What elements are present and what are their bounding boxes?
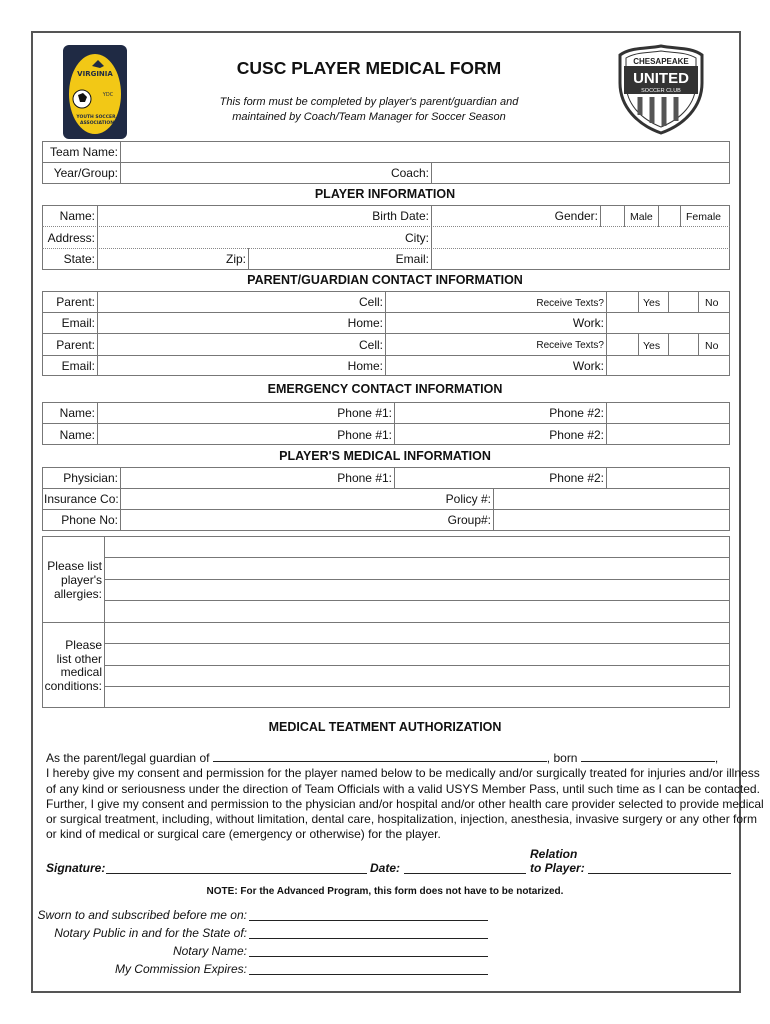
parent1-work-label: Work: (572, 316, 604, 330)
policy-field[interactable] (494, 489, 729, 509)
sworn-date-field[interactable] (249, 920, 488, 921)
auth-line4: Further, I give my consent and permission to the physician and/or hospital and/or other health care provider selected to provide medical (46, 796, 764, 811)
auth-line6: or kind of medical or surgical care (emergency or otherwise) for the player. (46, 827, 441, 842)
parent2-yes-label: Yes (643, 340, 661, 352)
form-subtitle: This form must be completed by player's parent/guardian and (219, 96, 519, 108)
player-email-label: Email: (395, 252, 429, 266)
date-label: Date: (370, 861, 401, 875)
conditions-line-1[interactable] (105, 623, 729, 643)
player-email-field[interactable] (432, 249, 729, 269)
city-field[interactable] (432, 227, 729, 248)
parent1-home-field[interactable] (386, 313, 526, 333)
notarization-note: NOTE: For the Advanced Program, this form does not have to be notarized. (206, 886, 564, 897)
allergies-label-line1: Please list (47, 559, 102, 573)
birth-date-label: Birth Date: (372, 209, 429, 223)
allergies-line-4[interactable] (105, 601, 729, 622)
parent1-yes-label: Yes (643, 297, 661, 309)
parent1-receive-texts-label: Receive Texts? (536, 298, 604, 309)
commission-expires-label: My Commission Expires: (114, 962, 247, 976)
address-field[interactable] (98, 227, 368, 248)
physician-field[interactable] (121, 468, 333, 488)
svg-text:UNITED: UNITED (633, 70, 689, 87)
zip-label: Zip: (225, 252, 246, 266)
notary-state-field[interactable] (249, 938, 488, 939)
emergency-contact-heading: EMERGENCY CONTACT INFORMATION (267, 382, 503, 396)
parent2-home-field[interactable] (386, 356, 526, 376)
emergency2-phone1-label: Phone #1: (337, 428, 392, 442)
parent2-name-field[interactable] (98, 334, 338, 355)
sworn-label: Sworn to and subscribed before me on: (37, 908, 247, 922)
conditions-label-line2: list other (56, 652, 102, 666)
parent1-cell-field[interactable] (386, 292, 526, 312)
emergency2-name-label: Name: (59, 428, 95, 442)
commission-expires-field[interactable] (249, 974, 488, 975)
medical-information-heading: PLAYER'S MEDICAL INFORMATION (279, 449, 491, 463)
gender-male-checkbox[interactable] (601, 206, 624, 226)
parent2-work-field[interactable] (607, 356, 729, 376)
physician-label: Physician: (63, 471, 118, 485)
insurance-field[interactable] (121, 489, 421, 509)
address-label: Address: (47, 231, 95, 245)
group-field[interactable] (494, 510, 729, 530)
player-born-date-field[interactable] (581, 751, 715, 762)
parent2-cell-label: Cell: (358, 338, 383, 352)
emergency1-name-label: Name: (59, 406, 95, 420)
coach-field[interactable] (432, 163, 729, 183)
coach-label: Coach: (390, 166, 429, 180)
team-name-label: Team Name: (49, 145, 118, 159)
parent1-no-label: No (705, 297, 719, 309)
parent1-cell-label: Cell: (358, 295, 383, 309)
svg-text:CHESAPEAKE: CHESAPEAKE (633, 57, 689, 66)
relation-label-line2: to Player: (530, 861, 585, 875)
emergency2-phone1-field[interactable] (395, 424, 540, 445)
allergies-line-1[interactable] (105, 537, 729, 557)
parent2-email-label: Email: (61, 359, 95, 373)
parent1-work-field[interactable] (607, 313, 729, 333)
emergency2-name-field[interactable] (98, 424, 333, 445)
notary-name-label: Notary Name: (172, 944, 247, 958)
player-name-field[interactable] (98, 206, 368, 226)
notary-state-label: Notary Public in and for the State of: (54, 926, 247, 940)
allergies-line-2[interactable] (105, 558, 729, 579)
insurance-phone-field[interactable] (121, 510, 421, 530)
parent2-receive-texts-label: Receive Texts? (536, 340, 604, 351)
authorization-heading: MEDICAL TEATMENT AUTHORIZATION (268, 720, 502, 734)
emergency1-phone1-field[interactable] (395, 403, 540, 423)
form-title: CUSC PLAYER MEDICAL FORM (236, 58, 502, 78)
virginia-youth-soccer-logo (62, 44, 128, 140)
parent1-texts-yes-checkbox[interactable] (607, 292, 638, 312)
gender-label: Gender: (554, 209, 598, 223)
conditions-label-line1: Please (65, 638, 102, 652)
svg-text:ASSOCIATION: ASSOCIATION (79, 121, 115, 126)
svg-text:YDC: YDC (102, 92, 114, 98)
conditions-line-2[interactable] (105, 644, 729, 665)
auth-line2: I hereby give my consent and permission for the player named below to be medically and/or surgically treated for injuries and/or illness (46, 766, 760, 781)
phone-no-label: Phone No: (61, 513, 118, 527)
logo-text-virginia: VIRGINIA (77, 70, 113, 78)
conditions-line-4[interactable] (105, 687, 729, 707)
chesapeake-united-logo (616, 43, 706, 135)
gender-male-label: Male (630, 211, 653, 223)
emergency1-name-field[interactable] (98, 403, 333, 423)
birth-date-field[interactable] (432, 206, 542, 226)
auth-line1-b: , born (546, 751, 578, 765)
parent1-label: Parent: (56, 295, 95, 309)
parent1-texts-no-checkbox[interactable] (669, 292, 698, 312)
physician-phone2-field[interactable] (607, 468, 729, 488)
insurance-label: Insurance Co: (44, 492, 119, 506)
guardian-of-player-name-field[interactable] (213, 751, 547, 762)
emergency2-phone2-label: Phone #2: (549, 428, 604, 442)
allergies-label-line3: allergies: (53, 587, 102, 601)
year-group-label: Year/Group: (53, 166, 118, 180)
parent1-email-label: Email: (61, 316, 95, 330)
emergency1-phone2-label: Phone #2: (549, 406, 604, 420)
allergies-line-3[interactable] (105, 580, 729, 600)
parent1-email-field[interactable] (98, 313, 338, 333)
parent2-cell-field[interactable] (386, 334, 526, 355)
conditions-label-line3: medical (60, 665, 102, 679)
parent2-email-field[interactable] (98, 356, 338, 376)
physician-phone1-field[interactable] (395, 468, 540, 488)
physician-phone1-label: Phone #1: (337, 471, 392, 485)
notary-name-field[interactable] (249, 956, 488, 957)
group-label: Group#: (447, 513, 491, 527)
form-subtitle-2: maintained by Coach/Team Manager for Soccer Season (232, 111, 506, 123)
auth-line3: of any kind or seriousness under the direction of Team Officials with a valid USYS Member Pass, until such time as I can be contacted. (46, 781, 760, 796)
parent-guardian-heading: PARENT/GUARDIAN CONTACT INFORMATION (247, 273, 523, 287)
state-label: State: (63, 252, 95, 266)
player-name-label: Name: (59, 209, 95, 223)
policy-label: Policy #: (445, 492, 491, 506)
conditions-line-3[interactable] (105, 666, 729, 686)
auth-line1-c: , (714, 751, 719, 765)
parent2-no-label: No (705, 340, 719, 352)
team-name-field[interactable] (121, 142, 729, 162)
physician-phone2-label: Phone #2: (549, 471, 604, 485)
signature-field[interactable] (106, 873, 367, 874)
allergies-label-line2: player's (61, 573, 102, 587)
city-label: City: (405, 231, 429, 245)
parent2-home-label: Home: (347, 359, 383, 373)
svg-text:YOUTH SOCCER: YOUTH SOCCER (76, 115, 116, 120)
parent2-label: Parent: (56, 338, 95, 352)
auth-line1-a: As the parent/legal guardian of (46, 751, 210, 765)
zip-field[interactable] (249, 249, 369, 269)
emergency2-phone2-field[interactable] (607, 424, 729, 445)
authorization-paragraph (46, 751, 764, 843)
emergency1-phone2-field[interactable] (607, 403, 729, 423)
gender-female-checkbox[interactable] (659, 206, 680, 226)
player-information-heading: PLAYER INFORMATION (314, 187, 456, 201)
year-group-field[interactable] (121, 163, 362, 183)
parent2-work-label: Work: (572, 359, 604, 373)
relation-to-player-field[interactable] (588, 873, 731, 874)
svg-text:SOCCER CLUB: SOCCER CLUB (641, 88, 681, 94)
auth-line5: or surgical treatment, including, without limitation, dental care, hospitalization, injection, anesthesia, invasive surgery or any other form (46, 812, 758, 827)
parent1-home-label: Home: (347, 316, 383, 330)
conditions-label-line4: conditions: (44, 679, 102, 693)
signature-label: Signature: (46, 861, 106, 875)
relation-label-line1: Relation (530, 847, 578, 861)
gender-female-label: Female (686, 211, 722, 223)
emergency1-phone1-label: Phone #1: (337, 406, 392, 420)
parent1-name-field[interactable] (98, 292, 338, 312)
signature-date-field[interactable] (404, 873, 526, 874)
